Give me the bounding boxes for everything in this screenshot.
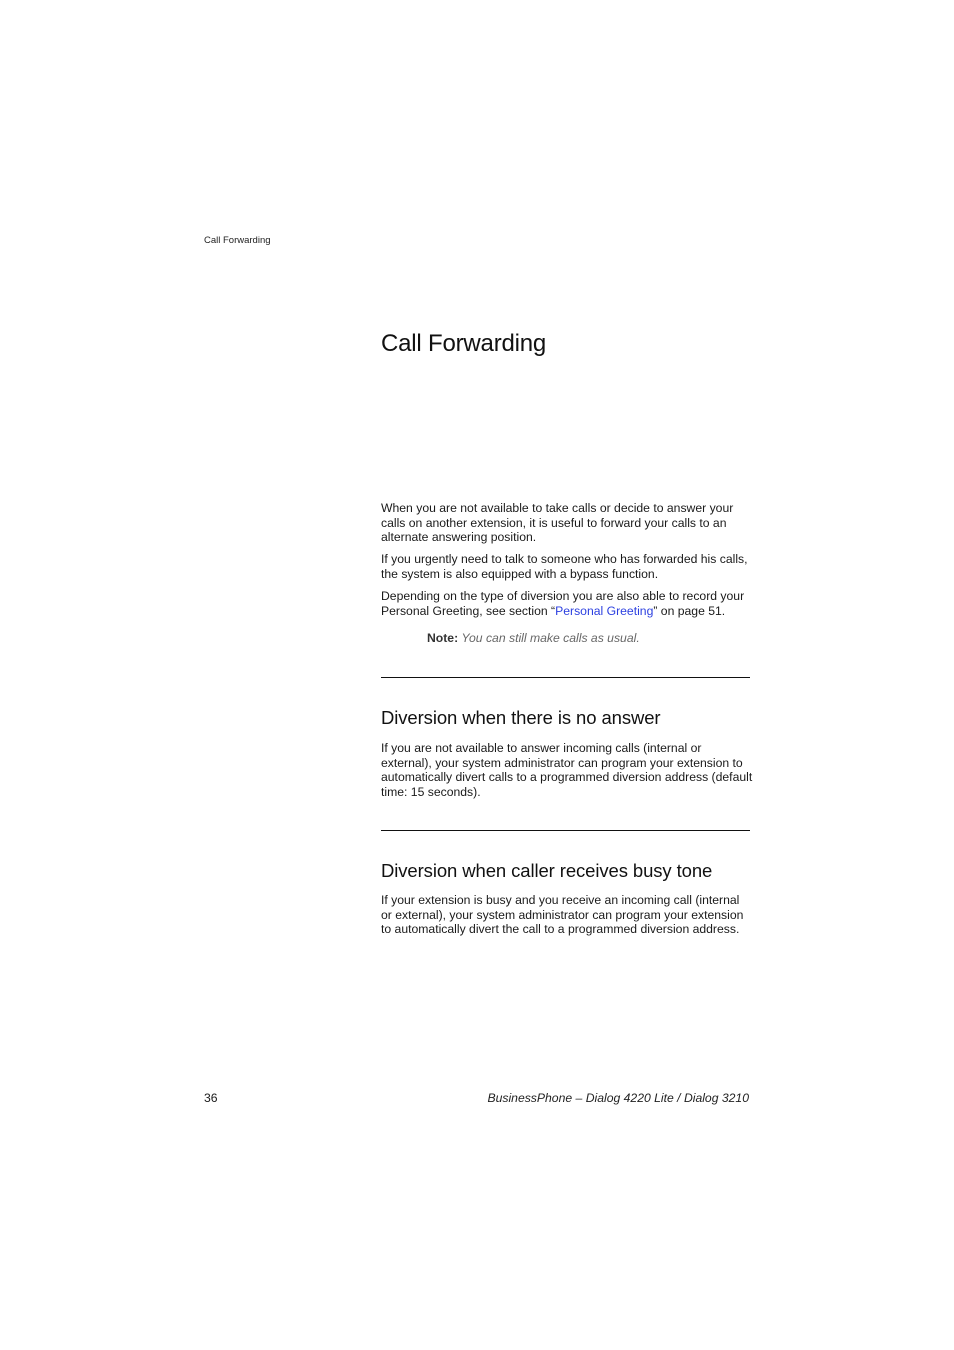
- intro-paragraph-3-before: Depending on the type of diversion you are also able to record your Personal Greeting, see section “: [381, 588, 745, 618]
- note-text: You can still make calls as usual.: [461, 631, 640, 645]
- section-heading-busy-tone: Diversion when caller receives busy tone: [381, 860, 713, 881]
- page-title: Call Forwarding: [381, 330, 547, 357]
- personal-greeting-link[interactable]: Personal Greeting: [555, 603, 654, 618]
- section-divider: [381, 677, 750, 678]
- page-number: 36: [204, 1091, 218, 1105]
- intro-paragraph-3: [381, 589, 753, 618]
- section-body-no-answer: [381, 741, 753, 799]
- note: [427, 631, 640, 645]
- section-heading-no-answer: Diversion when there is no answer: [381, 707, 661, 728]
- section-body-busy-tone: [381, 893, 753, 937]
- section-paragraph: If you are not available to answer incoming calls (internal or external), your system administrator can program your extension to automatically divert calls to a programmed diversion address (default time: 15 seconds).: [381, 741, 753, 799]
- intro-paragraph-1: When you are not available to take calls or decide to answer your calls on another extension, it is useful to forward your calls to an alternate answering position.: [381, 501, 734, 545]
- intro-paragraph-3-after: ” on page 51.: [653, 603, 726, 618]
- footer-doc-title: BusinessPhone – Dialog 4220 Lite / Dialog 3210: [487, 1091, 749, 1105]
- intro-block: [381, 501, 753, 618]
- running-header: Call Forwarding: [204, 235, 271, 246]
- intro-paragraph-2: If you urgently need to talk to someone who has forwarded his calls, the system is also equipped with a bypass function.: [381, 552, 748, 581]
- note-label: Note:: [427, 631, 459, 645]
- section-divider: [381, 830, 750, 831]
- section-paragraph: If your extension is busy and you receive an incoming call (internal or external), your system administrator can program your extension to automatically divert the call to a programmed diversion address.: [381, 893, 744, 937]
